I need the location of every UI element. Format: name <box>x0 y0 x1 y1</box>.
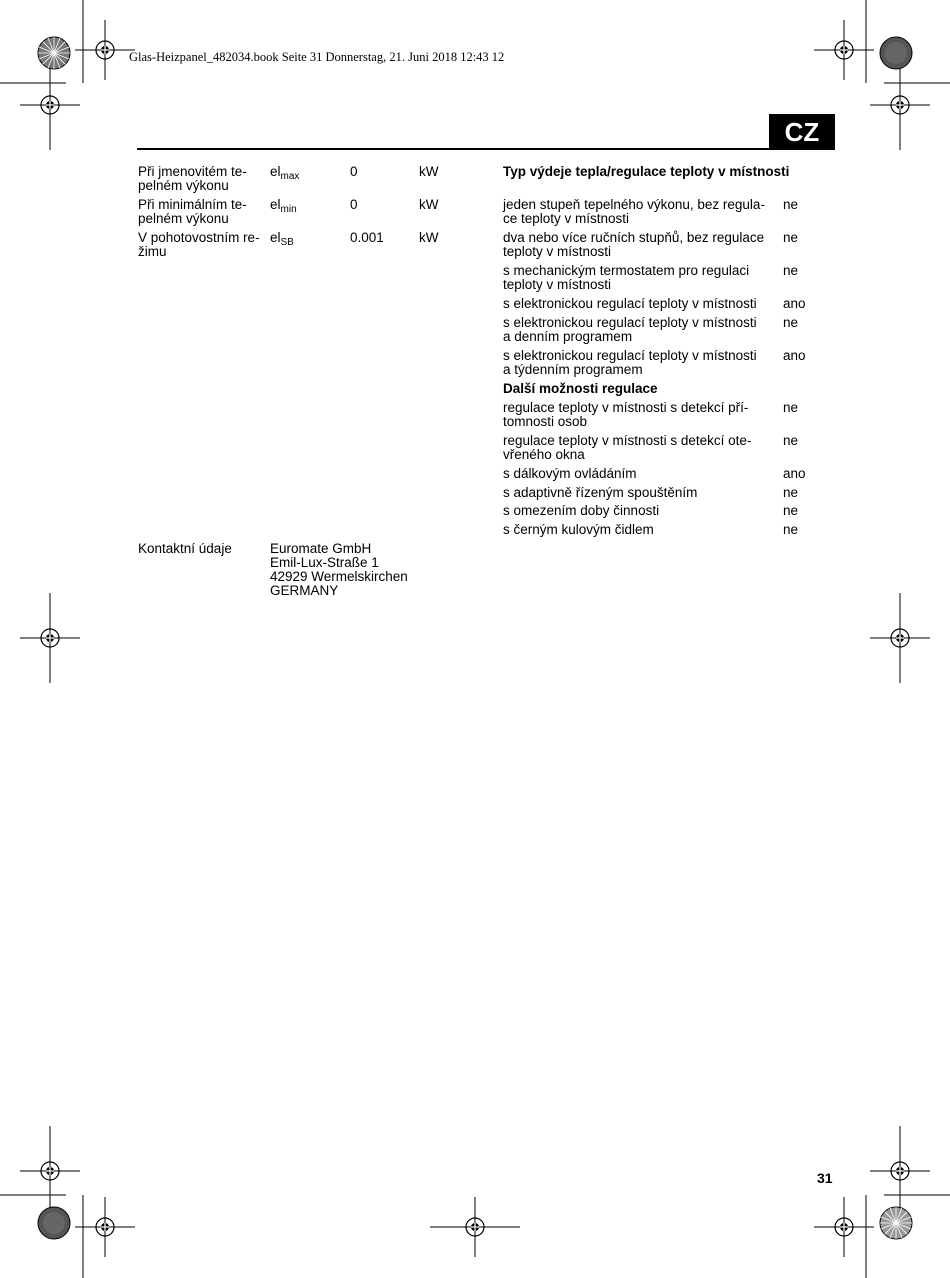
table-row-label: s elektronickou regulací teploty v místnosti <box>503 296 757 311</box>
table-row-value: ano <box>783 296 806 311</box>
header-rule <box>137 148 835 150</box>
table-row-value: ne <box>783 433 799 448</box>
registration-mark-icon <box>870 593 930 683</box>
spec-symbol: $el_{max}$ <box>270 164 300 182</box>
table-row-value: ano <box>783 348 806 363</box>
spec-unit: kW <box>419 197 439 212</box>
page-number: 31 <box>817 1170 833 1186</box>
spec-symbol: $el_{min}$ <box>270 197 297 215</box>
spec-symbol: $el_{SB}$ <box>270 230 294 248</box>
registration-mark-icon <box>870 1126 930 1216</box>
table-row-label: s černým kulovým čidlem <box>503 522 654 537</box>
table-row-value: ano <box>783 466 806 481</box>
spec-value: 0 <box>350 164 358 179</box>
table-row-label: s elektronickou regulací teploty v místnosti a týdenním programem <box>503 348 757 377</box>
table-row-label: s adaptivně řízeným spouštěním <box>503 485 698 500</box>
spec-value: 0.001 <box>350 230 384 245</box>
table-row-label: s dálkovým ovládáním <box>503 466 637 481</box>
table-subheading: Další možnosti regulace <box>503 381 658 396</box>
registration-mark-icon <box>814 20 874 80</box>
color-wheel-mark-icon <box>879 1206 913 1240</box>
table-row-value: ne <box>783 263 799 278</box>
table-row-label: s elektronickou regulací teploty v místnosti a denním programem <box>503 315 757 344</box>
registration-mark-icon <box>20 1126 80 1216</box>
table-row-label: s mechanickým termostatem pro regulaci teploty v místnosti <box>503 263 750 292</box>
registration-mark-icon <box>75 20 135 80</box>
registration-mark-icon <box>20 60 80 150</box>
color-wheel-mark-icon <box>37 36 71 70</box>
table-row-label: regulace teploty v místnosti s detekcí pří- tomnosti osob <box>503 400 749 429</box>
registration-mark-icon <box>430 1197 520 1257</box>
registration-mark-icon <box>814 1197 874 1257</box>
registration-mark-icon <box>870 60 930 150</box>
gray-circle-mark-icon <box>37 1206 71 1240</box>
table-row-value: ne <box>783 400 799 415</box>
table-heading: Typ výdeje tepla/regulace teploty v místnosti <box>503 164 790 179</box>
table-row-label: dva nebo více ručních stupňů, bez regulace teploty v místnosti <box>503 230 765 259</box>
table-row-value: ne <box>783 315 799 330</box>
table-row-value: ne <box>783 503 799 518</box>
contact-label: Kontaktní údaje <box>138 541 232 556</box>
language-tab: CZ <box>769 114 835 150</box>
table-row-value: ne <box>783 197 799 212</box>
table-row-label: s omezením doby činnosti <box>503 503 660 518</box>
contact-address: Euromate GmbH Emil-Lux-Straße 1 42929 Wermelskirchen GERMANY <box>270 541 408 598</box>
spec-unit: kW <box>419 230 439 245</box>
table-row-value: ne <box>783 522 799 537</box>
table-row-value: ne <box>783 485 799 500</box>
table-row-value: ne <box>783 230 799 245</box>
slug-line: Glas-Heizpanel_482034.book Seite 31 Donnerstag, 21. Juni 2018 12:43 12 <box>129 50 505 64</box>
spec-label: Při jmenovitém te- pelném výkonu <box>138 164 247 193</box>
registration-mark-icon <box>20 593 80 683</box>
registration-mark-icon <box>75 1197 135 1257</box>
spec-value: 0 <box>350 197 358 212</box>
gray-circle-mark-icon <box>879 36 913 70</box>
spec-label: V pohotovostním re- žimu <box>138 230 260 259</box>
spec-unit: kW <box>419 164 439 179</box>
table-row-label: jeden stupeň tepelného výkonu, bez regula- ce teploty v místnosti <box>503 197 765 226</box>
table-row-label: regulace teploty v místnosti s detekcí ote- vřeného okna <box>503 433 752 462</box>
spec-label: Při minimálním te- pelném výkonu <box>138 197 247 226</box>
